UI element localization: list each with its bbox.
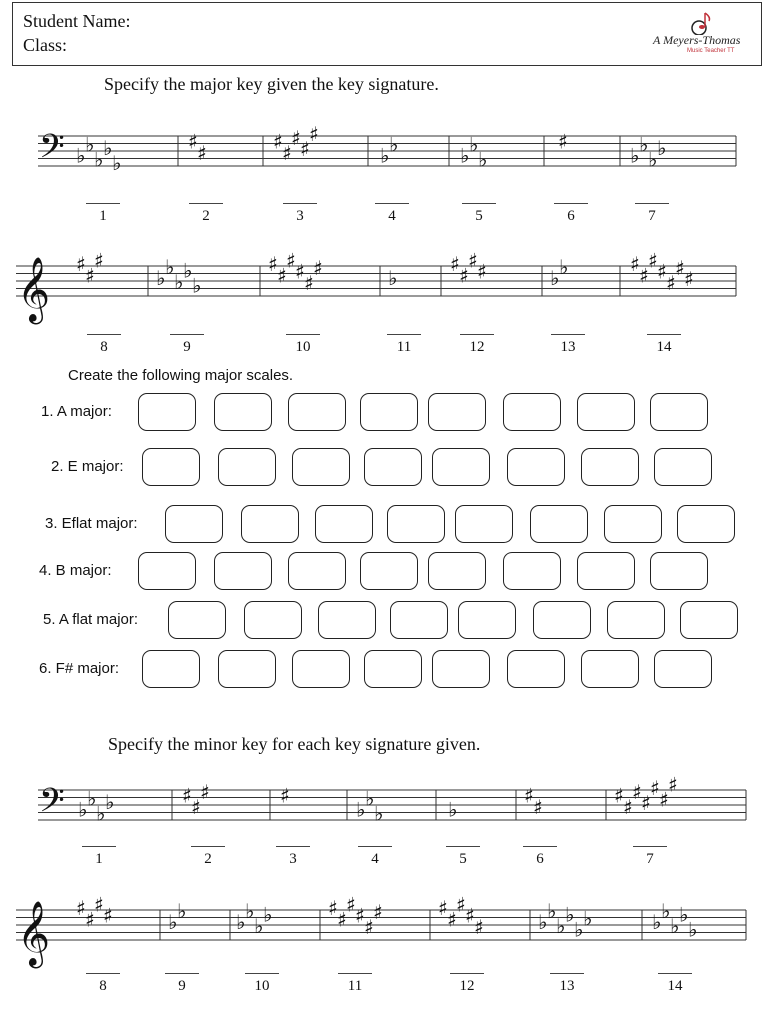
sharp-icon: ♯	[304, 270, 314, 295]
scale-note-box[interactable]	[650, 393, 708, 431]
answer-blank[interactable]	[462, 203, 496, 204]
flat-icon: ♭	[574, 917, 584, 942]
scale-note-box[interactable]	[165, 505, 223, 543]
scale-note-box[interactable]	[581, 650, 639, 688]
sharp-icon: ♯	[465, 903, 475, 928]
sharp-icon: ♯	[94, 248, 104, 273]
flat-icon: ♭	[389, 132, 399, 157]
answer-blank[interactable]	[446, 846, 480, 847]
flat-icon: ♭	[388, 266, 398, 290]
flat-icon: ♭	[87, 786, 97, 811]
bass-clef-icon: 𝄢	[39, 782, 65, 828]
scale-label: 4. B major:	[39, 562, 112, 579]
question-number: 8	[99, 978, 107, 994]
flat-icon: ♭	[670, 913, 680, 938]
scale-note-box[interactable]	[503, 393, 561, 431]
sharp-icon: ♯	[273, 129, 283, 154]
answer-blank[interactable]	[189, 203, 223, 204]
scale-label: 2. E major:	[51, 458, 124, 475]
question-number: 13	[559, 978, 575, 994]
scale-note-box[interactable]	[360, 552, 418, 590]
flat-icon: ♭	[245, 898, 255, 923]
sharp-icon: ♯	[438, 896, 448, 920]
sharp-icon: ♯	[76, 896, 86, 920]
answer-blank[interactable]	[86, 973, 120, 974]
class-label: Class:	[23, 35, 68, 55]
answer-blank[interactable]	[550, 973, 584, 974]
major-keys-instruction: Specify the major key given the key signature.	[104, 74, 439, 94]
answer-blank[interactable]	[554, 203, 588, 204]
flat-icon: ♭	[556, 913, 566, 938]
question-number: 3	[296, 208, 304, 224]
flat-icon: ♭	[103, 136, 113, 160]
sharp-icon: ♯	[639, 263, 649, 288]
sharp-icon: ♯	[668, 772, 678, 797]
sharp-icon: ♯	[291, 125, 301, 150]
flat-icon: ♭	[657, 136, 667, 160]
scale-label: 6. F# major:	[39, 660, 120, 677]
scales-instruction: Create the following major scales.	[68, 367, 294, 384]
scale-label: 1. A major:	[41, 403, 112, 420]
answer-blank[interactable]	[170, 334, 204, 335]
scale-note-box[interactable]	[138, 552, 196, 590]
scale-note-box[interactable]	[604, 505, 662, 543]
sharp-icon: ♯	[188, 129, 198, 154]
student-name-label: Student Name:	[23, 11, 131, 31]
question-number: 5	[459, 851, 467, 867]
scale-label: 5. A flat major:	[43, 611, 139, 628]
sharp-icon: ♯	[666, 270, 676, 295]
scale-note-box[interactable]	[387, 505, 445, 543]
sharp-icon: ♯	[450, 252, 460, 276]
scale-note-box[interactable]	[432, 650, 490, 688]
scale-note-box[interactable]	[364, 650, 422, 688]
flat-icon: ♭	[688, 917, 698, 942]
sharp-icon: ♯	[182, 783, 192, 808]
flat-icon: ♭	[630, 143, 640, 168]
sharp-icon: ♯	[364, 914, 374, 939]
sharp-icon: ♯	[447, 907, 457, 932]
flat-icon: ♭	[565, 902, 575, 927]
scale-note-box[interactable]	[390, 601, 448, 639]
scale-note-box[interactable]	[581, 448, 639, 486]
scale-note-box[interactable]	[428, 393, 486, 431]
sharp-icon: ♯	[456, 892, 466, 917]
scale-note-box[interactable]	[530, 505, 588, 543]
question-number: 6	[536, 851, 544, 867]
flat-icon: ♭	[254, 913, 264, 938]
answer-blank[interactable]	[387, 334, 421, 335]
scale-note-box[interactable]	[214, 552, 272, 590]
question-number: 7	[648, 208, 656, 224]
flat-icon: ♭	[94, 147, 104, 172]
scale-note-box[interactable]	[654, 650, 712, 688]
logo-subtitle: Music Teacher TT	[687, 48, 735, 54]
scale-note-box[interactable]	[650, 552, 708, 590]
sharp-icon: ♯	[650, 776, 660, 800]
treble-clef-icon: 𝄞	[17, 901, 51, 966]
sharp-icon: ♯	[94, 892, 104, 917]
flat-icon: ♭	[652, 910, 662, 934]
flat-icon: ♭	[165, 254, 175, 279]
flat-icon: ♭	[679, 902, 689, 927]
flat-icon: ♭	[538, 910, 548, 934]
sharp-icon: ♯	[468, 248, 478, 273]
scale-note-box[interactable]	[292, 650, 350, 688]
question-number: 14	[667, 978, 683, 994]
answer-blank[interactable]	[375, 203, 409, 204]
question-number: 6	[567, 208, 575, 224]
flat-icon: ♭	[448, 797, 458, 822]
sharp-icon: ♯	[277, 263, 287, 288]
flat-icon: ♭	[96, 801, 106, 826]
scale-note-box[interactable]	[244, 601, 302, 639]
sharp-icon: ♯	[659, 787, 669, 812]
flat-icon: ♭	[374, 801, 384, 826]
sharp-icon: ♯	[346, 892, 356, 917]
treble-clef-icon: 𝄞	[17, 257, 51, 322]
answer-blank[interactable]	[283, 203, 317, 204]
answer-blank[interactable]	[460, 334, 494, 335]
scale-note-box[interactable]	[315, 505, 373, 543]
scale-note-box[interactable]	[138, 393, 196, 431]
sharp-icon: ♯	[675, 255, 685, 280]
question-number: 11	[396, 339, 412, 355]
scale-note-box[interactable]	[507, 650, 565, 688]
question-number: 1	[95, 851, 103, 867]
answer-blank[interactable]	[635, 203, 669, 204]
flat-icon: ♭	[177, 898, 187, 923]
answer-blank[interactable]	[551, 334, 585, 335]
flat-icon: ♭	[583, 906, 593, 931]
flat-icon: ♭	[365, 786, 375, 811]
sharp-icon: ♯	[300, 137, 310, 161]
flat-icon: ♭	[112, 151, 122, 175]
answer-blank[interactable]	[191, 846, 225, 847]
flat-icon: ♭	[460, 143, 470, 168]
question-number: 12	[469, 339, 485, 355]
flat-icon: ♭	[236, 910, 246, 934]
sharp-icon: ♯	[630, 252, 640, 276]
scale-note-box[interactable]	[214, 393, 272, 431]
sharp-icon: ♯	[85, 907, 95, 932]
sharp-icon: ♯	[76, 252, 86, 276]
question-number: 13	[560, 339, 576, 355]
scale-note-box[interactable]	[577, 393, 635, 431]
scale-note-box[interactable]	[168, 601, 226, 639]
scale-note-box[interactable]	[577, 552, 635, 590]
flat-icon: ♭	[469, 132, 479, 157]
question-number: 9	[178, 978, 186, 994]
sharp-icon: ♯	[85, 263, 95, 288]
sharp-icon: ♯	[313, 255, 323, 280]
sharp-icon: ♯	[309, 122, 319, 146]
sharp-icon: ♯	[477, 259, 487, 284]
scale-note-box[interactable]	[241, 505, 299, 543]
answer-blank[interactable]	[245, 973, 279, 974]
sharp-icon: ♯	[558, 129, 568, 154]
scale-note-box[interactable]	[318, 601, 376, 639]
flat-icon: ♭	[263, 902, 273, 927]
scale-note-box[interactable]	[677, 505, 735, 543]
answer-blank[interactable]	[286, 334, 320, 335]
flat-icon: ♭	[661, 898, 671, 923]
scale-note-box[interactable]	[288, 552, 346, 590]
scale-note-box[interactable]	[432, 448, 490, 486]
question-number: 11	[347, 978, 363, 994]
sharp-icon: ♯	[614, 783, 624, 808]
sharp-icon: ♯	[280, 783, 290, 808]
question-number: 12	[459, 978, 475, 994]
logo-name: A Meyers-Thomas	[653, 33, 741, 47]
sharp-icon: ♯	[328, 896, 338, 920]
sharp-icon: ♯	[459, 263, 469, 288]
question-number: 10	[295, 339, 311, 355]
sharp-icon: ♯	[533, 794, 543, 819]
scale-note-box[interactable]	[364, 448, 422, 486]
sharp-icon: ♯	[286, 248, 296, 273]
question-number: 2	[202, 208, 210, 224]
scale-note-box[interactable]	[455, 505, 513, 543]
scale-note-box[interactable]	[507, 448, 565, 486]
flat-icon: ♭	[78, 797, 88, 822]
sharp-icon: ♯	[641, 791, 651, 815]
question-number: 1	[99, 208, 107, 224]
scale-note-box[interactable]	[142, 650, 200, 688]
sharp-icon: ♯	[282, 140, 292, 165]
question-number: 4	[388, 208, 396, 224]
sharp-icon: ♯	[632, 779, 642, 804]
flat-icon: ♭	[174, 269, 184, 294]
answer-blank[interactable]	[87, 334, 121, 335]
minor-keys-instruction: Specify the minor key for each key signature given.	[108, 734, 481, 754]
scale-note-box[interactable]	[503, 552, 561, 590]
answer-blank[interactable]	[450, 973, 484, 974]
scale-note-box[interactable]	[533, 601, 591, 639]
sharp-icon: ♯	[684, 267, 694, 291]
question-number: 5	[475, 208, 483, 224]
scale-note-box[interactable]	[142, 448, 200, 486]
flat-icon: ♭	[356, 797, 366, 822]
sharp-icon: ♯	[200, 779, 210, 804]
answer-blank[interactable]	[276, 846, 310, 847]
scale-note-box[interactable]	[680, 601, 738, 639]
sharp-icon: ♯	[103, 903, 113, 928]
scale-label: 3. Eflat major:	[45, 515, 138, 532]
question-number: 8	[100, 339, 108, 355]
answer-blank[interactable]	[633, 846, 667, 847]
answer-blank[interactable]	[86, 203, 120, 204]
flat-icon: ♭	[550, 266, 560, 290]
sharp-icon: ♯	[524, 783, 534, 808]
answer-blank[interactable]	[358, 846, 392, 847]
question-number: 10	[254, 978, 270, 994]
question-number: 7	[646, 851, 654, 867]
sharp-icon: ♯	[657, 259, 667, 284]
flat-icon: ♭	[559, 254, 569, 279]
sharp-icon: ♯	[355, 903, 365, 928]
flat-icon: ♭	[183, 258, 193, 283]
sharp-icon: ♯	[623, 794, 633, 819]
scale-note-box[interactable]	[292, 448, 350, 486]
question-number: 14	[656, 339, 672, 355]
sharp-icon: ♯	[197, 140, 207, 165]
flat-icon: ♭	[478, 147, 488, 172]
answer-blank[interactable]	[523, 846, 557, 847]
question-number: 3	[289, 851, 297, 867]
scale-note-box[interactable]	[428, 552, 486, 590]
flat-icon: ♭	[168, 910, 178, 934]
flat-icon: ♭	[547, 898, 557, 923]
answer-blank[interactable]	[82, 846, 116, 847]
sharp-icon: ♯	[337, 907, 347, 932]
flat-icon: ♭	[76, 143, 86, 168]
sharp-icon: ♯	[295, 259, 305, 284]
answer-blank[interactable]	[647, 334, 681, 335]
scale-note-box[interactable]	[218, 650, 276, 688]
flat-icon: ♭	[648, 147, 658, 172]
question-number: 4	[371, 851, 379, 867]
answer-blank[interactable]	[338, 973, 372, 974]
scale-note-box[interactable]	[607, 601, 665, 639]
flat-icon: ♭	[105, 790, 115, 814]
sharp-icon: ♯	[268, 252, 278, 276]
answer-blank[interactable]	[165, 973, 199, 974]
flat-icon: ♭	[156, 266, 166, 290]
scale-note-box[interactable]	[360, 393, 418, 431]
question-number: 9	[183, 339, 191, 355]
flat-icon: ♭	[380, 143, 390, 168]
bass-clef-icon: 𝄢	[39, 128, 65, 174]
sharp-icon: ♯	[648, 248, 658, 273]
answer-blank[interactable]	[658, 973, 692, 974]
scale-note-box[interactable]	[458, 601, 516, 639]
flat-icon: ♭	[639, 132, 649, 157]
flat-icon: ♭	[85, 132, 95, 157]
flat-icon: ♭	[192, 273, 202, 298]
scale-note-box[interactable]	[654, 448, 712, 486]
sharp-icon: ♯	[191, 794, 201, 819]
question-number: 2	[204, 851, 212, 867]
scale-note-box[interactable]	[288, 393, 346, 431]
scale-note-box[interactable]	[218, 448, 276, 486]
sharp-icon: ♯	[373, 899, 383, 924]
sharp-icon: ♯	[474, 914, 484, 939]
